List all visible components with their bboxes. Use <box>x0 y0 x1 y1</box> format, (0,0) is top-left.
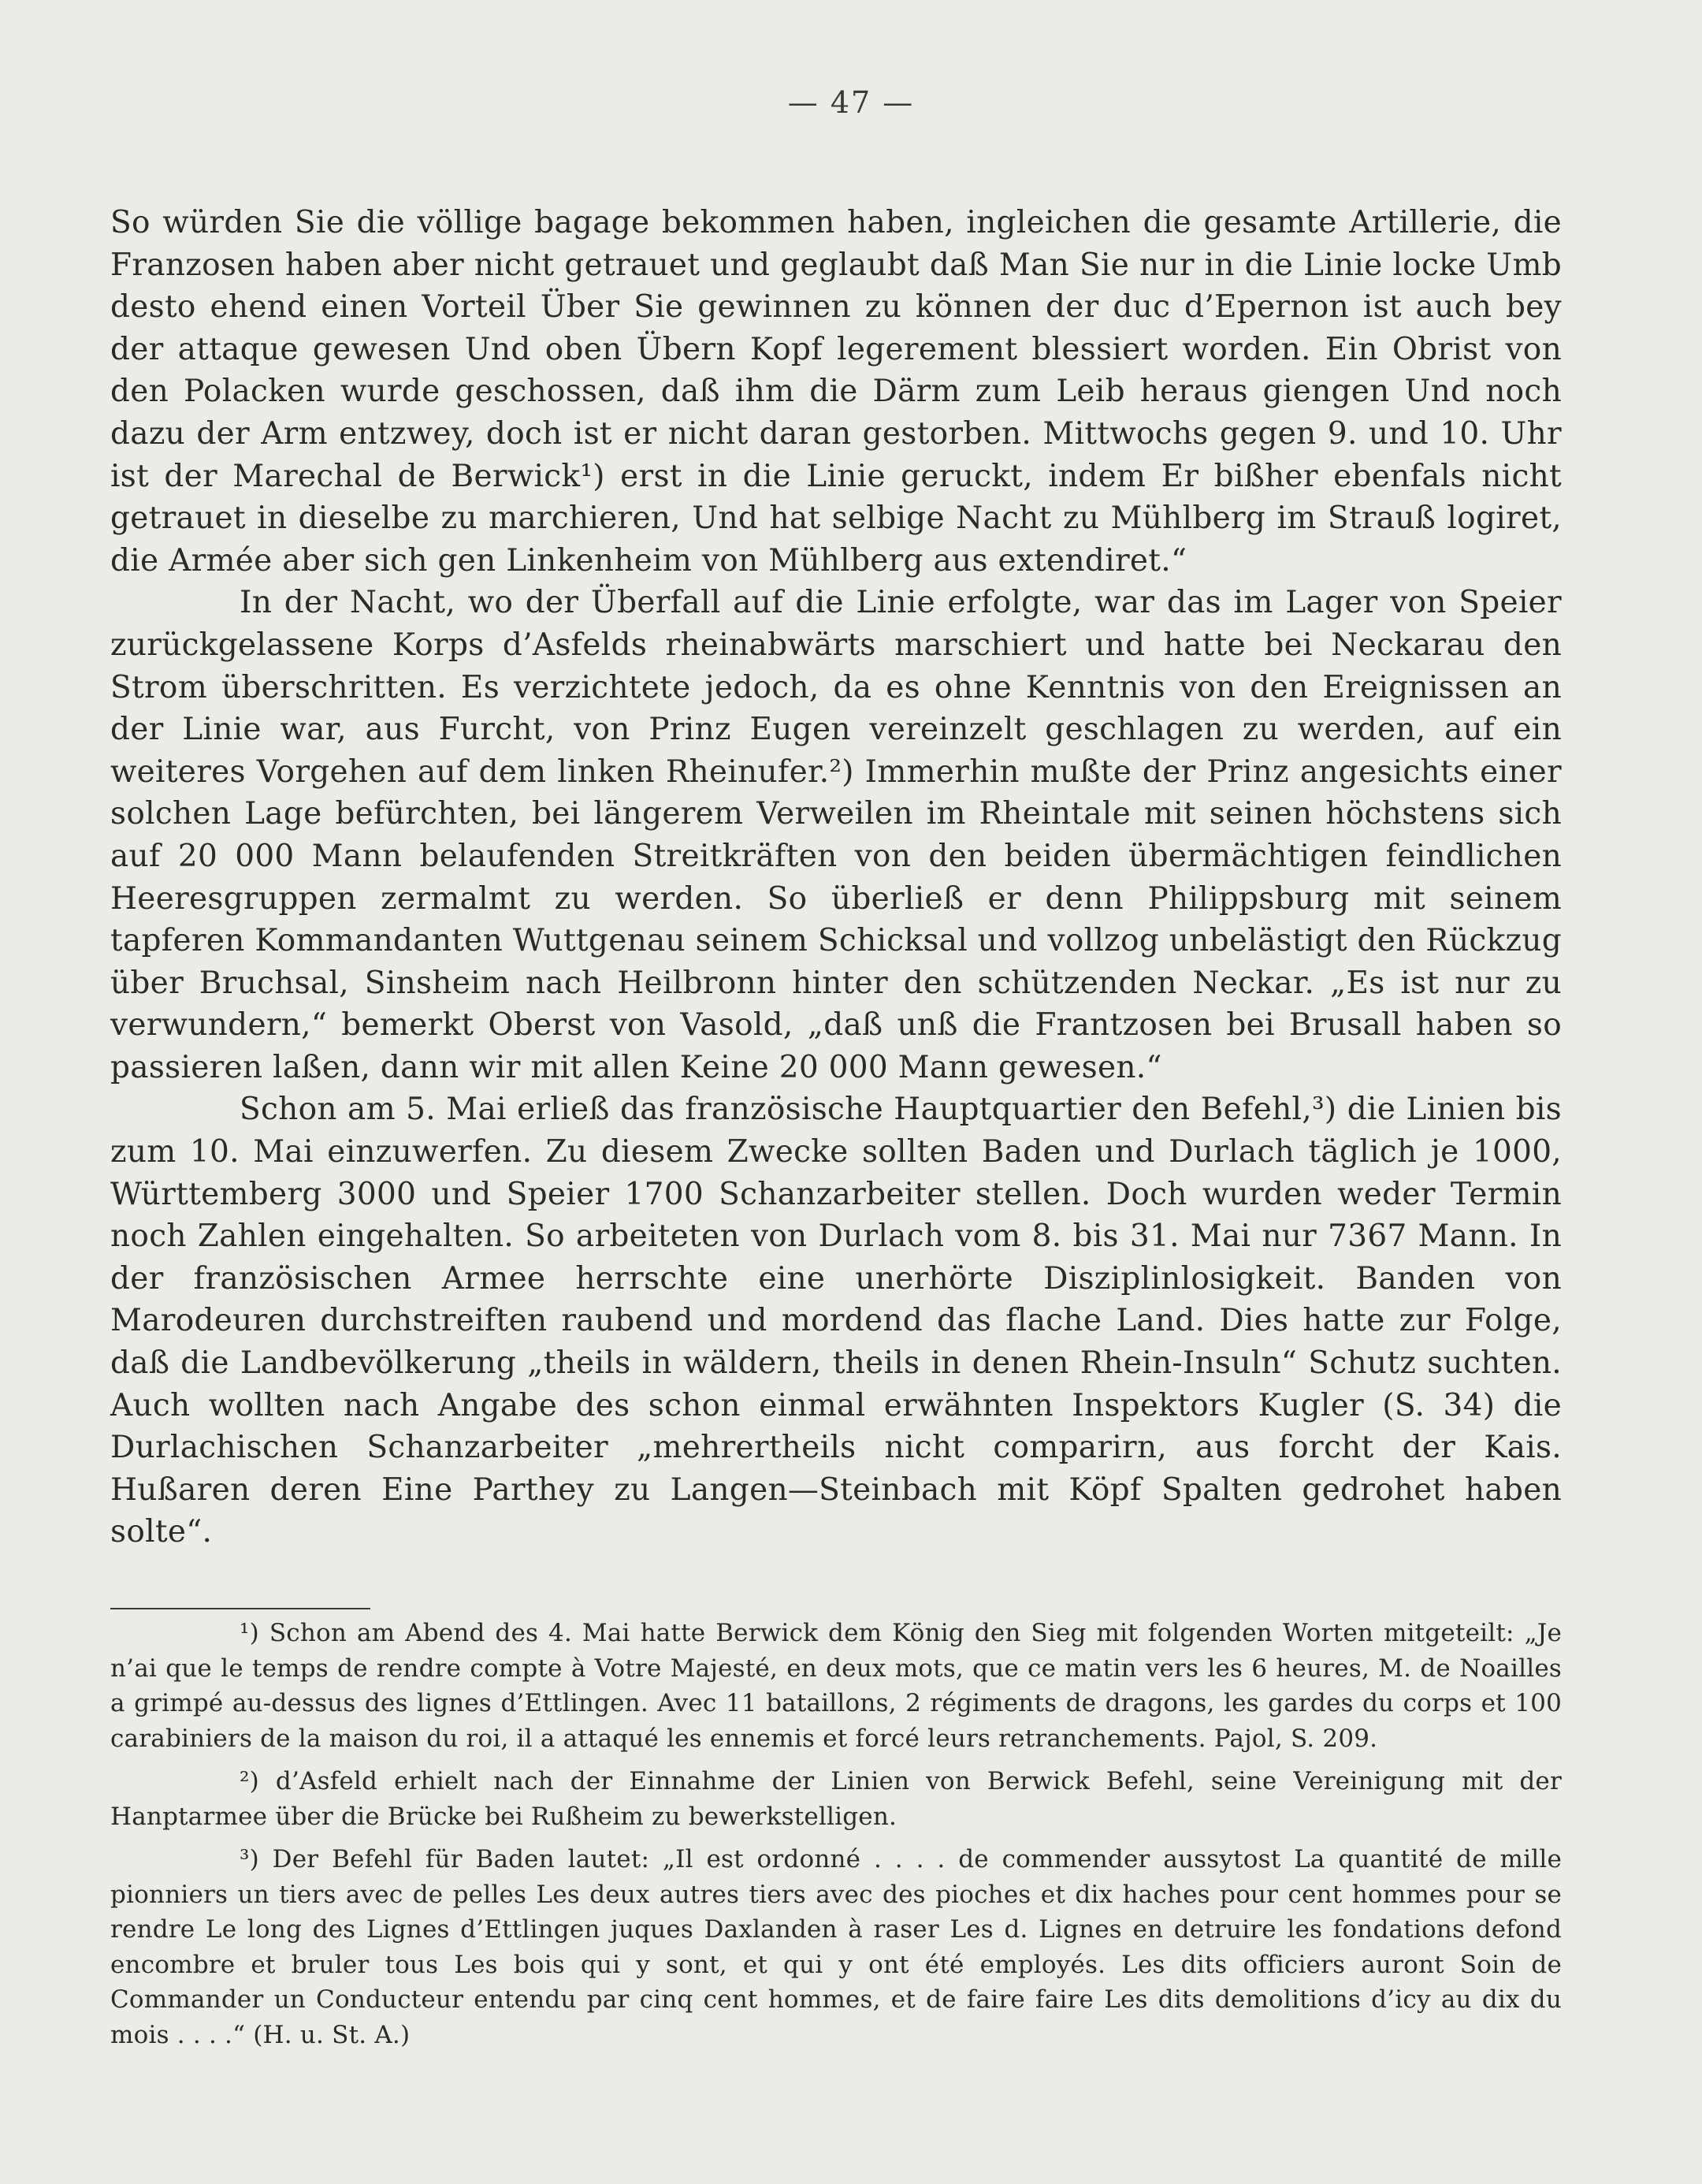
page-number: — 47 — <box>787 85 915 120</box>
main-text <box>110 202 1562 1553</box>
footnote-text: d’Asfeld erhielt nach der Einnahme der Linien von Berwick Befehl, seine Vereinigung mit der Hanptarmee über die Brücke bei Rußheim zu bewerkstelligen. <box>110 1767 1562 1831</box>
footnote-marker: ²) <box>240 1767 259 1795</box>
footnote-text: Der Befehl für Baden lautet: „Il est ordonné . . . . de commender aussytost La quantité de mille pionniers un tiers avec de pelles Les deux autres tiers avec des pioches et dix haches pour cent hommes pour se rendre Le long des Lignes d’Ettlingen juques Daxlanden à raser Les d. Lignes en detruire les fondations defond encombre et bruler tous Les bois qui y sont, et qui y ont été employés. Les dits officiers auront Soin de Commander un Conducteur entendu par cinq cent hommes, et de faire faire Les dits demolitions d’icy au dix du mois . . . .“ (H. u. St. A.) <box>110 1845 1562 2049</box>
footnote-1 <box>110 1616 1562 1756</box>
footnote-3 <box>110 1842 1562 2052</box>
footnotes <box>110 1616 1562 2060</box>
footnote-marker: ³) <box>240 1845 259 1873</box>
footnote-separator <box>110 1608 370 1609</box>
footnote-2 <box>110 1764 1562 1834</box>
footnote-text: Schon am Abend des 4. Mai hatte Berwick dem König den Sieg mit folgenden Worten mitgeteilt: „Je n’ai que le temps de rendre compte à Votre Majesté, en deux mots, que ce matin vers les 6 heures, M. de Noailles a grimpé au-dessus des lignes d’Ettlingen. Avec 11 bataillons, 2 régiments de dragons, les gardes du corps et 100 carabiniers de la maison du roi, il a attaqué les ennemis et forcé leurs retranchements. Pajol, S. 209. <box>110 1619 1562 1753</box>
paragraph-3: Schon am 5. Mai erließ das französische Hauptquartier den Befehl,³) die Linien bis zum 10. Mai einzuwerfen. Zu diesem Zwecke sollten Baden und Durlach täglich je 1000, Württemberg 3000 und Speier 1700 Schanzarbeiter stellen. Doch wurden weder Termin noch Zahlen eingehalten. So arbeiteten von Durlach vom 8. bis 31. Mai nur 7367 Mann. In der französischen Armee herrschte eine unerhörte Disziplinlosigkeit. Banden von Marodeuren durchstreiften raubend und mordend das flache Land. Dies hatte zur Folge, daß die Landbevölkerung „theils in wäldern, theils in denen Rhein-Insuln“ Schutz suchten. Auch wollten nach Angabe des schon einmal erwähnten Inspektors Kugler (S. 34) die Durlachischen Schanzarbeiter „mehrertheils nicht comparirn, aus forcht der Kais. Hußaren deren Eine Parthey zu Langen—Steinbach mit Köpf Spalten gedrohet haben solte“. <box>110 1092 1562 1550</box>
paragraph-1: So würden Sie die völlige bagage bekommen haben, ingleichen die gesamte Artillerie, die Franzosen haben aber nicht getrauet und geglaubt daß Man Sie nur in die Linie locke Umb desto ehend einen Vorteil Über Sie gewinnen zu können der duc d’Epernon ist auch bey der attaque gewesen Und oben Übern Kopf legerement blessiert worden. Ein Obrist von den Polacken wurde geschossen, daß ihm die Därm zum Leib heraus giengen Und noch dazu der Arm entzwey, doch ist er nicht daran gestorben. Mittwochs gegen 9. und 10. Uhr ist der Marechal de Berwick¹) erst in die Linie geruckt, indem Er bißher ebenfals nicht getrauet in dieselbe zu marchieren, Und hat selbige Nacht zu Mühlberg im Strauß logiret, die Armée aber sich gen Linkenheim von Mühlberg aus extendiret.“ <box>110 205 1562 579</box>
footnote-marker: ¹) <box>240 1619 259 1647</box>
paragraph-2: In der Nacht, wo der Überfall auf die Linie erfolgte, war das im Lager von Speier zurückgelassene Korps d’Asfelds rheinabwärts marschiert und hatte bei Neckarau den Strom überschritten. Es verzichtete jedoch, da es ohne Kenntnis von den Ereignissen an der Linie war, aus Furcht, von Prinz Eugen vereinzelt geschlagen zu werden, auf ein weiteres Vorgehen auf dem linken Rheinufer.²) Immerhin mußte der Prinz angesichts einer solchen Lage befürchten, bei längerem Verweilen im Rheintale mit seinen höchstens sich auf 20 000 Mann belaufenden Streitkräften von den beiden übermächtigen feindlichen Heeresgruppen zermalmt zu werden. So überließ er denn Philippsburg mit seinem tapferen Kommandanten Wuttgenau seinem Schicksal und vollzog unbelästigt den Rückzug über Bruchsal, Sinsheim nach Heilbronn hinter den schützenden Neckar. „Es ist nur zu verwundern,“ bemerkt Oberst von Vasold, „daß unß die Frantzosen bei Brusall haben so passieren laßen, dann wir mit allen Keine 20 000 Mann gewesen.“ <box>110 585 1562 1085</box>
